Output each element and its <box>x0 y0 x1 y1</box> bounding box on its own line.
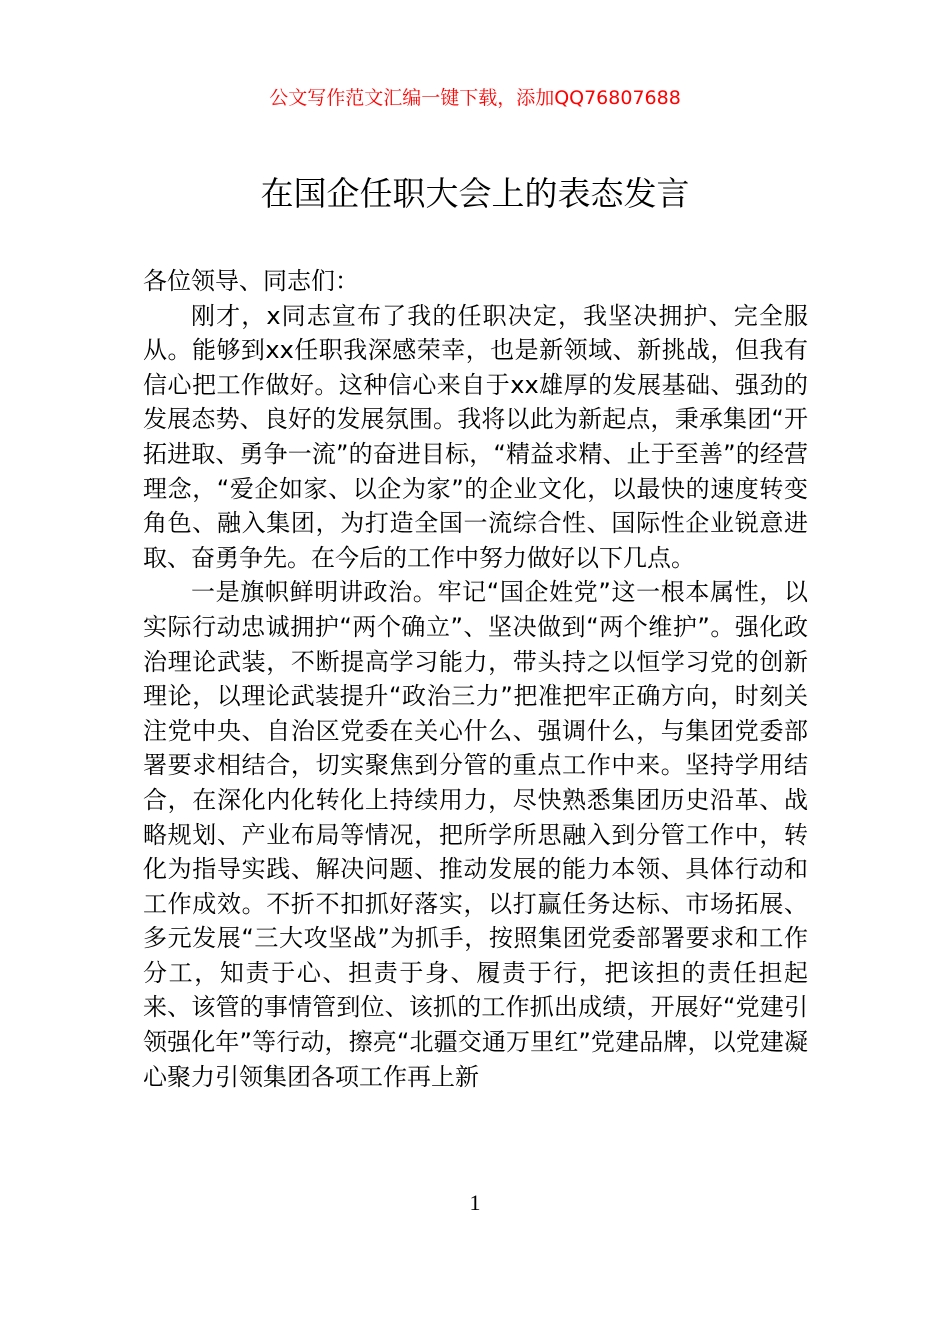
salutation: 各位领导、同志们： <box>143 267 359 295</box>
page-number: 1 <box>469 1190 481 1215</box>
paragraph-intro: 刚才，x同志宣布了我的任职决定，我坚决拥护、完全服从。能够到xx任职我深感荣幸，也是新领域、新挑战，但我有信心把工作做好。这种信心来自于xx雄厚的发展基础、强劲的发展态势、良好的发展氛围。我将以此为新起点，秉承集团“开拓进取、勇争一流”的奋进目标，“精益求精、止于至善”的经营理念，“爱企如家、以企为家”的企业文化，以最快的速度转变角色、融入集团，为打造全国一流综合性、国际性企业锐意进取、奋勇争先。在今后的工作中努力做好以下几点。 <box>143 301 808 572</box>
document-title: 在国企任职大会上的表态发言 <box>260 174 690 213</box>
document-body <box>143 264 808 1094</box>
download-notice: 公文写作范文汇编一键下载，添加QQ76807688 <box>269 87 681 109</box>
paragraph-politics: 一是旗帜鲜明讲政治。牢记“国企姓党”这一根本属性，以实际行动忠诚拥护“两个确立”、坚决做到“两个维护”。强化政治理论武装，不断提高学习能力，带头持之以恒学习党的创新理论，以理论武装提升“政治三力”把准把牢正确方向，时刻关注党中央、自治区党委在关心什么、强调什么，与集团党委部署要求相结合，切实聚焦到分管的重点工作中来。坚持学用结合，在深化内化转化上持续用力，尽快熟悉集团历史沿革、战略规划、产业布局等情况，把所学所思融入到分管工作中，转化为指导实践、解决问题、推动发展的能力本领、具体行动和工作成效。不折不扣抓好落实，以打赢任务达标、市场拓展、多元发展“三大攻坚战”为抓手，按照集团党委部署要求和工作分工，知责于心、担责于身、履责于行，把该担的责任担起来、该管的事情管到位、该抓的工作抓出成绩，开展好“党建引领强化年”等行动，擦亮“北疆交通万里红”党建品牌，以党建凝心聚力引领集团各项工作再上新 <box>143 578 808 1091</box>
